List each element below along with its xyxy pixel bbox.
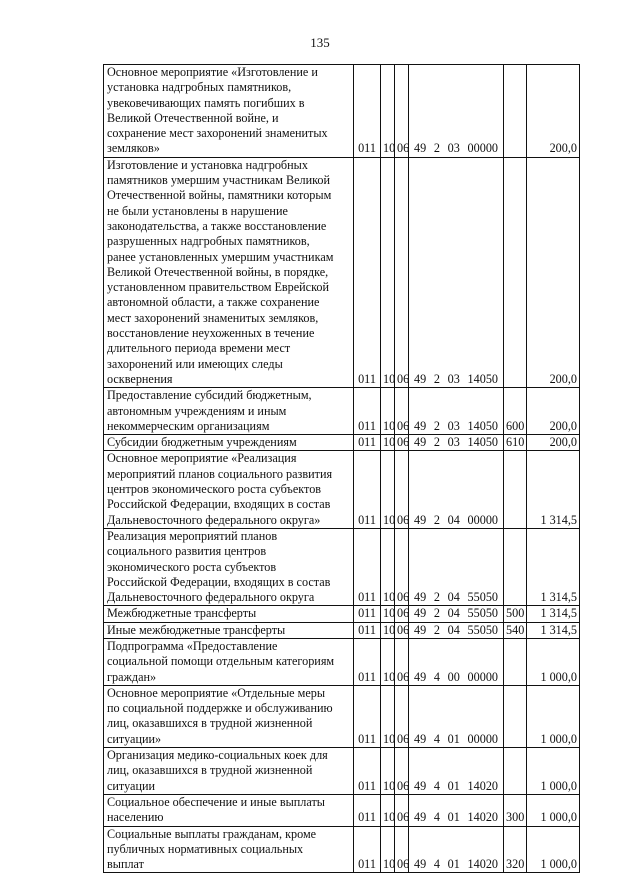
target-article-part: 49 xyxy=(414,371,427,386)
row-name-line: сохранение мест захоронений знаменитых xyxy=(107,126,328,141)
expense-type-code xyxy=(504,528,527,605)
subsection-code: 06 xyxy=(395,638,409,685)
amount-value: 1 314,5 xyxy=(527,622,580,638)
table-row xyxy=(104,528,580,605)
amount-value: 1 000,0 xyxy=(527,685,580,747)
target-article-part: 49 xyxy=(414,512,427,527)
row-name xyxy=(104,528,354,605)
subsection-code: 06 xyxy=(395,748,409,795)
row-name xyxy=(104,638,354,685)
expense-type-code: 600 xyxy=(504,388,527,435)
target-article-code xyxy=(409,622,504,638)
row-name-line: ранее установленных умершим участникам xyxy=(107,249,334,264)
subsection-code: 06 xyxy=(395,451,409,528)
target-article-part: 49 xyxy=(414,435,427,450)
ministry-code: 011 xyxy=(354,685,381,747)
target-article-part: 04 xyxy=(447,622,460,637)
target-article-part: 14050 xyxy=(467,418,498,433)
table-row xyxy=(104,638,580,685)
row-name-line: Межбюджетные трансферты xyxy=(107,606,257,621)
target-article-part: 55050 xyxy=(467,590,498,605)
table-row xyxy=(104,388,580,435)
row-name xyxy=(104,157,354,387)
target-article-part: 49 xyxy=(414,590,427,605)
expense-type-code: 320 xyxy=(504,826,527,873)
section-code: 10 xyxy=(381,157,395,387)
table-row xyxy=(104,606,580,622)
target-article-part: 14020 xyxy=(467,810,498,825)
target-article-part: 2 xyxy=(433,590,440,605)
target-article-part: 03 xyxy=(447,418,460,433)
row-name-line: ситуации xyxy=(107,778,156,793)
expense-type-code xyxy=(504,638,527,685)
row-name-line: Субсидии бюджетным учреждениям xyxy=(107,435,297,450)
subsection-code: 06 xyxy=(395,826,409,873)
row-name-line: законодательства, а также восстановление xyxy=(107,218,327,233)
row-name-line: Изготовление и установка надгробных xyxy=(107,157,308,172)
subsection-code: 06 xyxy=(395,685,409,747)
budget-table xyxy=(103,64,580,873)
section-code: 10 xyxy=(381,528,395,605)
row-name-line: памятников умершим участникам Великой xyxy=(107,173,331,188)
target-article-part: 00000 xyxy=(467,669,498,684)
section-code: 10 xyxy=(381,451,395,528)
expense-type-code xyxy=(504,748,527,795)
subsection-code: 06 xyxy=(395,157,409,387)
row-name-line: Дальневосточного федерального округа xyxy=(107,590,315,605)
amount-value: 1 000,0 xyxy=(527,748,580,795)
target-article-part: 49 xyxy=(414,810,427,825)
row-name-line: установленном правительством Еврейской xyxy=(107,280,330,295)
target-article-part: 49 xyxy=(414,418,427,433)
ministry-code: 011 xyxy=(354,794,381,826)
target-article-code xyxy=(409,528,504,605)
target-article-part: 14020 xyxy=(467,778,498,793)
ministry-code: 011 xyxy=(354,748,381,795)
row-name-line: Иные межбюджетные трансферты xyxy=(107,622,286,637)
section-code: 10 xyxy=(381,435,395,451)
row-name-line: Социальные выплаты гражданам, кроме xyxy=(107,826,317,841)
target-article-part: 04 xyxy=(447,512,460,527)
row-name-line: Организация медико-социальных коек для xyxy=(107,748,328,763)
table-row xyxy=(104,65,580,158)
amount-value: 1 000,0 xyxy=(527,638,580,685)
target-article-part: 2 xyxy=(433,606,440,621)
ministry-code: 011 xyxy=(354,388,381,435)
amount-value: 1 314,5 xyxy=(527,451,580,528)
table-row xyxy=(104,685,580,747)
target-article-part: 14020 xyxy=(467,857,498,872)
row-name-line: публичных нормативных социальных xyxy=(107,841,304,856)
ministry-code: 011 xyxy=(354,528,381,605)
row-name-line: Российской Федерации, входящих в состав xyxy=(107,497,331,512)
row-name-line: мероприятий планов социального развития xyxy=(107,466,333,481)
section-code: 10 xyxy=(381,622,395,638)
row-name-line: Основное мероприятие «Изготовление и xyxy=(107,65,318,79)
row-name-line: Российской Федерации, входящих в состав xyxy=(107,574,331,589)
row-name-line: длительного периода времени мест xyxy=(107,341,291,356)
row-name-line: Реализация мероприятий планов xyxy=(107,528,278,543)
target-article-code xyxy=(409,794,504,826)
table-row xyxy=(104,748,580,795)
target-article-part: 2 xyxy=(433,622,440,637)
target-article-part: 4 xyxy=(433,857,440,872)
target-article-part: 01 xyxy=(447,810,460,825)
row-name-line: разрушенных надгробных памятников, xyxy=(107,234,310,249)
ministry-code: 011 xyxy=(354,65,381,158)
table-row xyxy=(104,622,580,638)
row-name xyxy=(104,622,354,638)
row-name-line: Основное мероприятие «Отдельные меры xyxy=(107,685,326,700)
table-row xyxy=(104,826,580,873)
row-name-line: Подпрограмма «Предоставление xyxy=(107,638,278,653)
target-article-code xyxy=(409,826,504,873)
target-article-code xyxy=(409,638,504,685)
row-name-line: восстановление неухоженных в течение xyxy=(107,326,315,341)
target-article-part: 00000 xyxy=(467,141,498,156)
target-article-code xyxy=(409,65,504,158)
row-name-line: установка надгробных памятников, xyxy=(107,80,292,95)
row-name xyxy=(104,606,354,622)
row-name-line: Великой Отечественной войне, и xyxy=(107,110,279,125)
target-article-part: 55050 xyxy=(467,622,498,637)
table-body xyxy=(104,65,580,873)
target-article-part: 49 xyxy=(414,857,427,872)
row-name-line: Отечественной войны, памятники которым xyxy=(107,188,332,203)
row-name-line: мест захоронений знаменитых земляков, xyxy=(107,310,319,325)
ministry-code: 011 xyxy=(354,606,381,622)
expense-type-code: 610 xyxy=(504,435,527,451)
target-article-part: 14050 xyxy=(467,371,498,386)
table-row xyxy=(104,451,580,528)
amount-value: 1 000,0 xyxy=(527,794,580,826)
target-article-part: 49 xyxy=(414,669,427,684)
row-name-line: ситуации» xyxy=(107,731,162,746)
row-name-line: выплат xyxy=(107,857,144,872)
target-article-code xyxy=(409,748,504,795)
row-name-line: населению xyxy=(107,810,164,825)
row-name-line: захоронений или имеющих следы xyxy=(107,356,283,371)
target-article-part: 2 xyxy=(433,512,440,527)
section-code: 10 xyxy=(381,388,395,435)
row-name-line: экономического роста субъектов xyxy=(107,559,277,574)
target-article-part: 04 xyxy=(447,590,460,605)
target-article-part: 49 xyxy=(414,606,427,621)
subsection-code: 06 xyxy=(395,528,409,605)
target-article-part: 49 xyxy=(414,778,427,793)
target-article-part: 49 xyxy=(414,141,427,156)
target-article-part: 04 xyxy=(447,606,460,621)
amount-value: 200,0 xyxy=(527,157,580,387)
row-name xyxy=(104,435,354,451)
row-name-line: Основное мероприятие «Реализация xyxy=(107,451,297,466)
row-name xyxy=(104,826,354,873)
ministry-code: 011 xyxy=(354,435,381,451)
target-article-part: 14050 xyxy=(467,435,498,450)
table-row xyxy=(104,794,580,826)
target-article-part: 01 xyxy=(447,857,460,872)
target-article-part: 4 xyxy=(433,810,440,825)
section-code: 10 xyxy=(381,826,395,873)
row-name-line: земляков» xyxy=(107,141,160,156)
row-name-line: Великой Отечественной войны, в порядке, xyxy=(107,264,329,279)
ministry-code: 011 xyxy=(354,622,381,638)
expense-type-code xyxy=(504,65,527,158)
row-name-line: Предоставление субсидий бюджетным, xyxy=(107,388,312,403)
target-article-part: 00000 xyxy=(467,731,498,746)
row-name xyxy=(104,685,354,747)
section-code: 10 xyxy=(381,685,395,747)
expense-type-code: 300 xyxy=(504,794,527,826)
row-name-line: социального развития центров xyxy=(107,544,267,559)
row-name-line: автономной области, а также сохранение xyxy=(107,295,320,310)
row-name-line: по социальной поддержке и обслуживанию xyxy=(107,701,333,716)
subsection-code: 06 xyxy=(395,794,409,826)
amount-value: 200,0 xyxy=(527,435,580,451)
target-article-part: 49 xyxy=(414,731,427,746)
amount-value: 1 314,5 xyxy=(527,606,580,622)
row-name xyxy=(104,451,354,528)
subsection-code: 06 xyxy=(395,622,409,638)
target-article-part: 2 xyxy=(433,141,440,156)
expense-type-code: 540 xyxy=(504,622,527,638)
target-article-part: 49 xyxy=(414,622,427,637)
ministry-code: 011 xyxy=(354,157,381,387)
row-name-line: Дальневосточного федерального округа» xyxy=(107,512,321,527)
section-code: 10 xyxy=(381,638,395,685)
target-article-part: 01 xyxy=(447,731,460,746)
row-name-line: социальной помощи отдельным категориям xyxy=(107,654,335,669)
row-name xyxy=(104,794,354,826)
row-name-line: Социальное обеспечение и иные выплаты xyxy=(107,794,325,809)
subsection-code: 06 xyxy=(395,435,409,451)
target-article-part: 00000 xyxy=(467,512,498,527)
expense-type-code xyxy=(504,685,527,747)
expense-type-code xyxy=(504,157,527,387)
ministry-code: 011 xyxy=(354,638,381,685)
subsection-code: 06 xyxy=(395,388,409,435)
row-name-line: автономным учреждениям и иным xyxy=(107,403,287,418)
row-name xyxy=(104,65,354,158)
target-article-part: 4 xyxy=(433,778,440,793)
ministry-code: 011 xyxy=(354,826,381,873)
subsection-code: 06 xyxy=(395,606,409,622)
target-article-part: 03 xyxy=(447,435,460,450)
target-article-part: 4 xyxy=(433,731,440,746)
table-row xyxy=(104,157,580,387)
target-article-part: 2 xyxy=(433,435,440,450)
row-name-line: лиц, оказавшихся в трудной жизненной xyxy=(107,763,313,778)
amount-value: 1 314,5 xyxy=(527,528,580,605)
target-article-part: 55050 xyxy=(467,606,498,621)
target-article-part: 00 xyxy=(447,669,460,684)
row-name-line: лиц, оказавшихся в трудной жизненной xyxy=(107,716,313,731)
target-article-part: 4 xyxy=(433,669,440,684)
row-name-line: граждан» xyxy=(107,669,157,684)
target-article-part: 2 xyxy=(433,418,440,433)
row-name xyxy=(104,748,354,795)
target-article-part: 03 xyxy=(447,141,460,156)
row-name xyxy=(104,388,354,435)
section-code: 10 xyxy=(381,65,395,158)
target-article-code xyxy=(409,685,504,747)
target-article-code xyxy=(409,388,504,435)
row-name-line: не были установлены в нарушение xyxy=(107,203,288,218)
amount-value: 200,0 xyxy=(527,388,580,435)
row-name-line: некоммерческим организациям xyxy=(107,418,270,433)
section-code: 10 xyxy=(381,748,395,795)
page-number: 135 xyxy=(310,35,330,50)
section-code: 10 xyxy=(381,606,395,622)
target-article-part: 03 xyxy=(447,371,460,386)
target-article-code xyxy=(409,451,504,528)
amount-value: 200,0 xyxy=(527,65,580,158)
row-name-line: увековечивающих память погибших в xyxy=(107,95,305,110)
section-code: 10 xyxy=(381,794,395,826)
table-row xyxy=(104,435,580,451)
target-article-part: 01 xyxy=(447,778,460,793)
subsection-code: 06 xyxy=(395,65,409,158)
target-article-code xyxy=(409,435,504,451)
amount-value: 1 000,0 xyxy=(527,826,580,873)
ministry-code: 011 xyxy=(354,451,381,528)
row-name-line: осквернения xyxy=(107,371,173,386)
target-article-code xyxy=(409,157,504,387)
row-name-line: центров экономического роста субъектов xyxy=(107,482,322,497)
target-article-part: 2 xyxy=(433,371,440,386)
target-article-code xyxy=(409,606,504,622)
expense-type-code xyxy=(504,451,527,528)
expense-type-code: 500 xyxy=(504,606,527,622)
